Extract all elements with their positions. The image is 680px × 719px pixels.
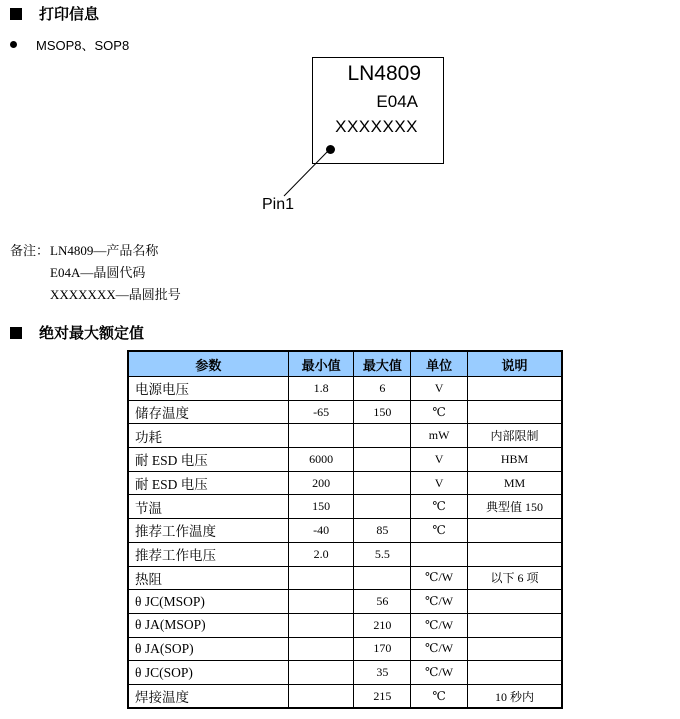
marking-product-name: LN4809 [347, 62, 421, 85]
column-header-param: 参数 [128, 351, 288, 377]
table-row [128, 661, 562, 685]
table-row [128, 590, 562, 614]
table-header-row [128, 351, 562, 377]
note-cell [467, 661, 562, 685]
param-cell: 推荐工作电压 [128, 542, 288, 566]
square-bullet-icon [10, 8, 22, 20]
package-list-item [10, 35, 129, 54]
min-cell: 200 [288, 471, 354, 495]
min-cell: 150 [288, 495, 354, 519]
min-cell: 6000 [288, 448, 354, 472]
max-cell: 210 [354, 613, 411, 637]
note-item: LN4809—产品名称 [50, 243, 159, 258]
note-cell [467, 590, 562, 614]
table-row [128, 684, 562, 708]
pin1-dot-icon [326, 145, 335, 154]
note-cell: 10 秒内 [467, 684, 562, 708]
note-cell: MM [467, 471, 562, 495]
section-heading-abs-max [10, 322, 144, 343]
min-cell: 2.0 [288, 542, 354, 566]
unit-cell: ℃ [411, 495, 468, 519]
max-cell [354, 495, 411, 519]
note-item: XXXXXXX—晶圆批号 [50, 287, 181, 302]
param-cell: 耐 ESD 电压 [128, 448, 288, 472]
table-row [128, 519, 562, 543]
unit-cell: ℃/W [411, 613, 468, 637]
section-heading-print-info [10, 3, 99, 24]
param-cell: 推荐工作温度 [128, 519, 288, 543]
max-cell: 56 [354, 590, 411, 614]
min-cell [288, 590, 354, 614]
note-cell [467, 400, 562, 424]
absolute-max-ratings-table [127, 350, 563, 709]
param-cell: 节温 [128, 495, 288, 519]
param-cell: 电源电压 [128, 377, 288, 401]
note-cell [467, 519, 562, 543]
section-title: 打印信息 [39, 5, 100, 23]
pin1-label: Pin1 [262, 196, 295, 213]
unit-cell: ℃ [411, 519, 468, 543]
param-cell: 焊接温度 [128, 684, 288, 708]
max-cell [354, 471, 411, 495]
square-bullet-icon [10, 327, 22, 339]
param-cell: 储存温度 [128, 400, 288, 424]
min-cell [288, 661, 354, 685]
unit-cell: ℃ [411, 684, 468, 708]
package-text: MSOP8、SOP8 [36, 38, 130, 53]
round-bullet-icon [10, 41, 17, 48]
marking-lot-number: XXXXXXX [335, 117, 418, 136]
chip-marking-diagram [312, 57, 444, 164]
param-cell: θ JC(SOP) [128, 661, 288, 685]
note-cell: 内部限制 [467, 424, 562, 448]
note-cell [467, 637, 562, 661]
unit-cell [411, 542, 468, 566]
table-row [128, 448, 562, 472]
max-cell: 215 [354, 684, 411, 708]
min-cell [288, 566, 354, 590]
unit-cell: ℃/W [411, 590, 468, 614]
unit-cell: ℃/W [411, 637, 468, 661]
note-cell [467, 542, 562, 566]
max-cell [354, 566, 411, 590]
unit-cell: V [411, 471, 468, 495]
section-title: 绝对最大额定值 [39, 324, 145, 342]
param-cell: 功耗 [128, 424, 288, 448]
max-cell: 35 [354, 661, 411, 685]
max-cell: 85 [354, 519, 411, 543]
param-cell: θ JC(MSOP) [128, 590, 288, 614]
min-cell: 1.8 [288, 377, 354, 401]
table-row [128, 566, 562, 590]
column-header-note: 说明 [467, 351, 562, 377]
param-cell: θ JA(SOP) [128, 637, 288, 661]
note-cell: 以下 6 项 [467, 566, 562, 590]
max-cell: 5.5 [354, 542, 411, 566]
note-cell: HBM [467, 448, 562, 472]
column-header-max: 最大值 [354, 351, 411, 377]
unit-cell: V [411, 448, 468, 472]
min-cell: -40 [288, 519, 354, 543]
column-header-min: 最小值 [288, 351, 354, 377]
min-cell [288, 637, 354, 661]
note-cell [467, 613, 562, 637]
param-cell: 热阻 [128, 566, 288, 590]
param-cell: θ JA(MSOP) [128, 613, 288, 637]
max-cell: 6 [354, 377, 411, 401]
note-cell: 典型值 150 [467, 495, 562, 519]
notes-label: 备注： [10, 243, 50, 258]
unit-cell: ℃/W [411, 661, 468, 685]
unit-cell: mW [411, 424, 468, 448]
table-row [128, 424, 562, 448]
marking-wafer-code: E04A [376, 92, 418, 111]
table-row [128, 400, 562, 424]
max-cell [354, 448, 411, 472]
table-row [128, 471, 562, 495]
column-header-unit: 单位 [411, 351, 468, 377]
unit-cell: ℃/W [411, 566, 468, 590]
min-cell [288, 684, 354, 708]
marking-notes [10, 240, 181, 306]
max-cell [354, 424, 411, 448]
min-cell: -65 [288, 400, 354, 424]
unit-cell: V [411, 377, 468, 401]
param-cell: 耐 ESD 电压 [128, 471, 288, 495]
unit-cell: ℃ [411, 400, 468, 424]
table-row [128, 377, 562, 401]
max-cell: 150 [354, 400, 411, 424]
min-cell [288, 424, 354, 448]
note-cell [467, 377, 562, 401]
table-row [128, 613, 562, 637]
table-row [128, 495, 562, 519]
min-cell [288, 613, 354, 637]
note-item: E04A—晶圆代码 [50, 265, 146, 280]
table-row [128, 542, 562, 566]
max-cell: 170 [354, 637, 411, 661]
table-row [128, 637, 562, 661]
